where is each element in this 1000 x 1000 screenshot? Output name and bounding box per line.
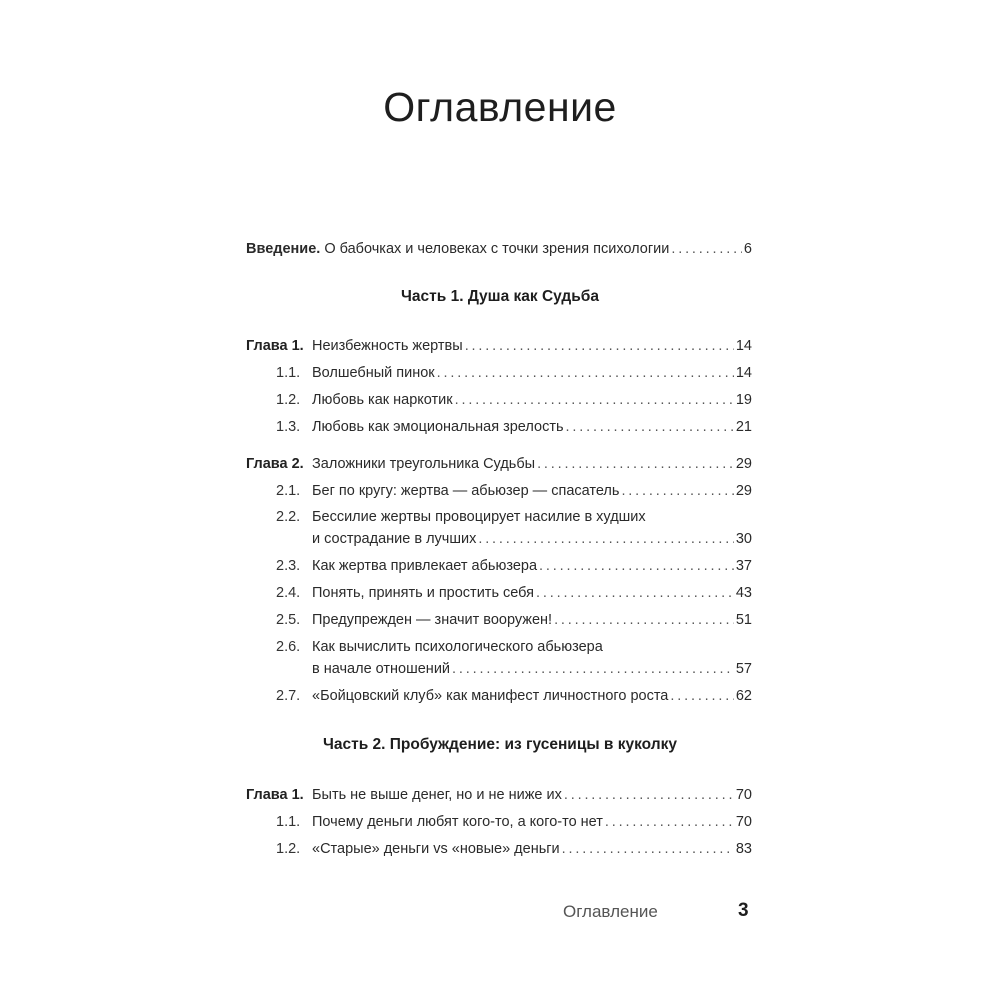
part-heading: Часть 2. Пробуждение: из гусеницы в куколку <box>323 736 677 753</box>
toc-section-entry[interactable] <box>246 507 752 527</box>
toc-entry-continuation[interactable] <box>312 529 752 549</box>
dot-leader <box>554 610 734 630</box>
entry-page: 51 <box>735 612 752 628</box>
entry-title-continuation: и сострадание в лучших <box>312 531 477 547</box>
entry-page: 30 <box>735 531 752 547</box>
toc-section-entry[interactable] <box>246 583 752 603</box>
dot-leader <box>452 659 734 679</box>
toc-section-entry[interactable] <box>246 610 752 630</box>
toc-section-entry[interactable] <box>246 417 752 437</box>
dot-leader <box>478 529 734 549</box>
dot-leader <box>455 390 734 410</box>
entry-title: Бег по кругу: жертва — абьюзер — спасатель <box>312 483 620 499</box>
entry-number: Глава 2. <box>246 456 304 472</box>
toc-section-entry[interactable] <box>246 481 752 501</box>
dot-leader <box>566 417 734 437</box>
entry-title: Неизбежность жертвы <box>312 338 463 354</box>
toc-entry-continuation[interactable] <box>312 659 752 679</box>
dot-leader <box>437 363 734 383</box>
entry-title: Волшебный пинок <box>312 365 435 381</box>
entry-page: 14 <box>735 365 752 381</box>
entry-number: 2.2. <box>276 509 301 525</box>
entry-title: Бессилие жертвы провоцирует насилие в худших <box>312 509 646 525</box>
entry-number: 2.4. <box>276 585 301 601</box>
entry-number: 2.6. <box>276 639 301 655</box>
toc-chapter-entry[interactable] <box>246 454 752 474</box>
entry-page: 83 <box>735 841 752 857</box>
entry-page: 14 <box>735 338 752 354</box>
entry-title: Любовь как эмоциональная зрелость <box>312 419 564 435</box>
toc-section-entry[interactable] <box>246 637 752 657</box>
intro-label: Введение. <box>246 241 321 257</box>
entry-number: 2.7. <box>276 688 301 704</box>
dot-leader <box>670 686 733 706</box>
entry-title: «Старые» деньги vs «новые» деньги <box>312 841 560 857</box>
toc-section-entry[interactable] <box>246 839 752 859</box>
entry-page: 70 <box>735 787 752 803</box>
entry-title: Как вычислить психологического абьюзера <box>312 639 603 655</box>
toc-section-entry[interactable] <box>246 812 752 832</box>
entry-page: 29 <box>735 483 752 499</box>
entry-page: 29 <box>735 456 752 472</box>
intro-text: О бабочках и человеках с точки зрения психологии <box>324 241 670 257</box>
toc-chapter-entry[interactable] <box>246 785 752 805</box>
entry-title: Предупрежден — значит вооружен! <box>312 612 553 628</box>
entry-number: 1.1. <box>276 365 301 381</box>
entry-page: 19 <box>735 392 752 408</box>
toc-section-entry[interactable] <box>246 390 752 410</box>
dot-leader <box>539 556 734 576</box>
toc-intro-entry[interactable] <box>246 239 752 259</box>
dot-leader <box>671 239 742 259</box>
part-heading: Часть 1. Душа как Судьба <box>401 288 599 305</box>
entry-number: 1.2. <box>276 392 301 408</box>
entry-number: 2.1. <box>276 483 301 499</box>
intro-page: 6 <box>743 241 752 257</box>
toc-section-entry[interactable] <box>246 556 752 576</box>
entry-title: Заложники треугольника Судьбы <box>312 456 536 472</box>
entry-number: 2.3. <box>276 558 301 574</box>
entry-page: 43 <box>735 585 752 601</box>
toc-section-entry[interactable] <box>246 686 752 706</box>
entry-page: 70 <box>735 814 752 830</box>
entry-title: Почему деньги любят кого-то, а кого-то нет <box>312 814 603 830</box>
entry-title: «Бойцовский клуб» как манифест личностного роста <box>312 688 669 704</box>
entry-title-continuation: в начале отношений <box>312 661 451 677</box>
dot-leader <box>564 785 734 805</box>
toc-section-entry[interactable] <box>246 363 752 383</box>
dot-leader <box>536 583 734 603</box>
entry-number: 2.5. <box>276 612 301 628</box>
running-footer-label: Оглавление <box>563 902 658 921</box>
entry-title: Быть не выше денег, но и не ниже их <box>312 787 562 803</box>
entry-page: 57 <box>735 661 752 677</box>
entry-page: 62 <box>735 688 752 704</box>
entry-page: 21 <box>735 419 752 435</box>
entry-title: Любовь как наркотик <box>312 392 453 408</box>
entry-number: 1.1. <box>276 814 301 830</box>
dot-leader <box>562 839 734 859</box>
entry-number: Глава 1. <box>246 338 304 354</box>
dot-leader <box>605 812 734 832</box>
dot-leader <box>621 481 733 501</box>
entry-number: 1.2. <box>276 841 301 857</box>
page-title: Оглавление <box>383 84 617 130</box>
dot-leader <box>465 336 734 356</box>
page-number: 3 <box>738 900 749 921</box>
entry-number: Глава 1. <box>246 787 304 803</box>
entry-title: Понять, принять и простить себя <box>312 585 535 601</box>
toc-chapter-entry[interactable] <box>246 336 752 356</box>
entry-number: 1.3. <box>276 419 301 435</box>
entry-page: 37 <box>735 558 752 574</box>
entry-title: Как жертва привлекает абьюзера <box>312 558 538 574</box>
dot-leader <box>537 454 734 474</box>
